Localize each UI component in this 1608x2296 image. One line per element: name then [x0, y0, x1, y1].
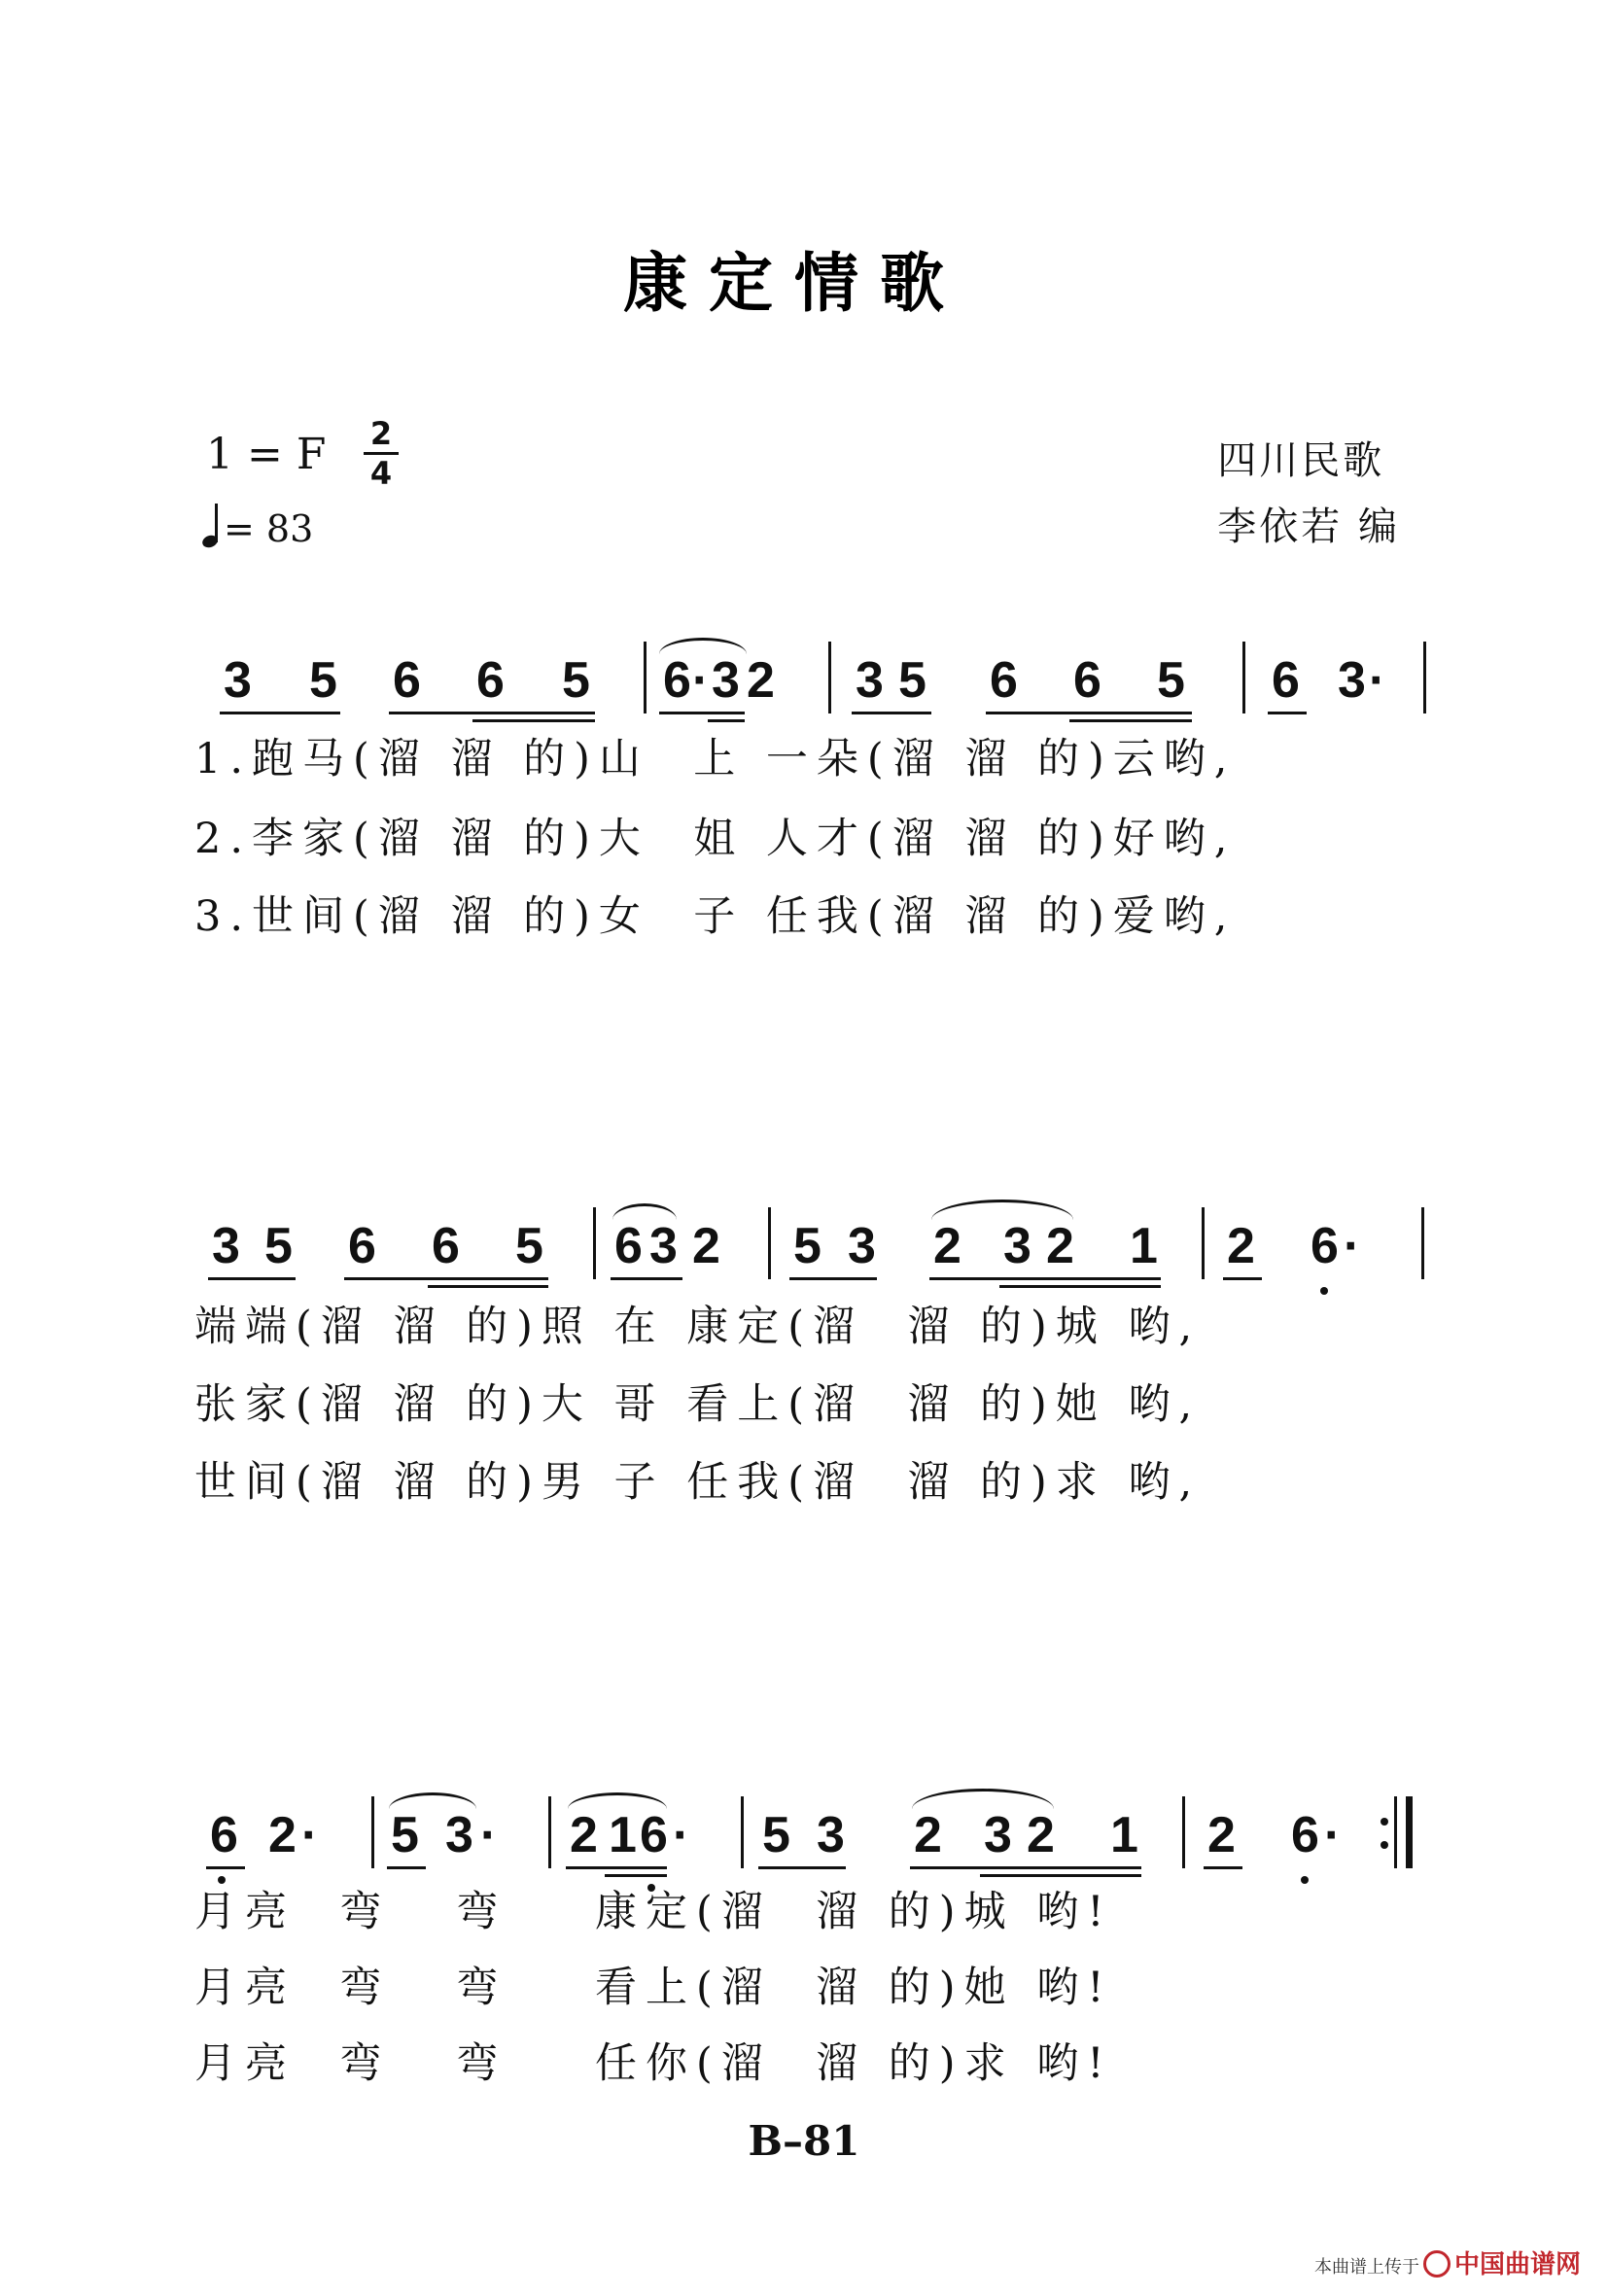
note: 6	[663, 652, 691, 709]
key-signature: 1 = F	[206, 430, 327, 479]
note: 3	[712, 652, 740, 709]
note: 2	[914, 1807, 942, 1863]
note: 2	[1227, 1218, 1255, 1274]
bar-line	[1182, 1796, 1185, 1868]
note-dot: ·	[1344, 1218, 1361, 1274]
lyric-line: 月亮 弯 弯 任你(溜 溜 的)求 哟!	[194, 2039, 1113, 2088]
lyric-line: 2.李家(溜 溜 的)大 姐 人才(溜 溜 的)好哟,	[194, 815, 1237, 863]
note: 5	[762, 1807, 790, 1863]
note: 3	[1003, 1218, 1031, 1274]
slur	[389, 1792, 476, 1809]
underline	[1204, 1866, 1242, 1869]
note: 5	[391, 1807, 419, 1863]
low-octave-dot	[1301, 1876, 1309, 1884]
bar-line	[1423, 642, 1426, 713]
song-title: 康定情歌	[623, 246, 965, 321]
song-arranger: 李依若 编	[1217, 504, 1400, 549]
underline	[980, 1874, 1141, 1877]
note: 3	[649, 1218, 678, 1274]
note: 3	[445, 1807, 473, 1863]
notation-row-2	[206, 1217, 1431, 1275]
note-dot: ·	[673, 1807, 690, 1863]
note-dot: ·	[692, 652, 710, 709]
time-signature	[364, 415, 399, 492]
note: 6	[990, 652, 1018, 709]
note: 5	[562, 652, 590, 709]
time-signature-bottom: 4	[369, 455, 393, 492]
note-dot: ·	[1324, 1807, 1342, 1863]
underline	[1223, 1277, 1262, 1280]
note: 1	[609, 1807, 637, 1863]
notation-row-3	[206, 1806, 1431, 1864]
underline	[758, 1866, 846, 1869]
repeat-dot	[1381, 1818, 1388, 1826]
underline	[611, 1277, 682, 1280]
note: 2	[268, 1807, 297, 1863]
lyric-line: 3.世间(溜 溜 的)女 子 任我(溜 溜 的)爱哟,	[194, 892, 1237, 941]
underline	[1268, 712, 1307, 714]
low-octave-dot	[218, 1876, 226, 1884]
underline	[789, 1277, 877, 1280]
note: 3	[856, 652, 884, 709]
lyric-line: 月亮 弯 弯 康定(溜 溜 的)城 哟!	[194, 1888, 1113, 1936]
note: 3	[212, 1218, 240, 1274]
tempo-value: = 83	[224, 507, 314, 550]
bar-line	[593, 1207, 596, 1279]
note: 1	[1130, 1218, 1158, 1274]
underline	[389, 712, 595, 714]
underline	[708, 719, 745, 722]
slur	[931, 1200, 1073, 1220]
note: 6	[432, 1218, 460, 1274]
footer-brand[interactable]: 中国曲谱网	[1453, 2250, 1581, 2279]
underline	[428, 1285, 548, 1288]
repeat-dot	[1381, 1841, 1388, 1849]
bar-line	[371, 1796, 374, 1868]
underline	[852, 712, 931, 714]
underline	[999, 1285, 1161, 1288]
note: 2	[747, 652, 775, 709]
tempo-marking	[202, 507, 313, 550]
bar-line	[1421, 1207, 1424, 1279]
note: 5	[264, 1218, 293, 1274]
note: 6	[1291, 1807, 1319, 1863]
site-logo-icon	[1423, 2250, 1451, 2278]
note: 3	[1338, 652, 1366, 709]
underline	[659, 712, 745, 714]
note: 5	[898, 652, 926, 709]
note: 6	[1073, 652, 1101, 709]
low-octave-dot	[1320, 1287, 1328, 1295]
underline	[986, 712, 1192, 714]
lyric-line: 端端(溜 溜 的)照 在 康定(溜 溜 的)城 哟,	[194, 1303, 1202, 1351]
note: 2	[933, 1218, 961, 1274]
lyric-line: 世间(溜 溜 的)男 子 任我(溜 溜 的)求 哟,	[194, 1458, 1202, 1507]
note-dot: ·	[301, 1807, 319, 1863]
bar-line	[548, 1796, 551, 1868]
underline	[929, 1277, 1161, 1280]
credits	[1217, 428, 1400, 560]
bar-line	[828, 642, 831, 713]
note: 2	[1207, 1807, 1236, 1863]
underline	[220, 712, 340, 714]
repeat-end-bar	[1406, 1796, 1413, 1868]
slur	[659, 638, 747, 654]
slur	[568, 1792, 667, 1809]
note: 3	[848, 1218, 876, 1274]
note-dot: ·	[1369, 652, 1386, 709]
slur	[612, 1203, 677, 1220]
bar-line	[1394, 1796, 1397, 1868]
underline	[206, 1866, 245, 1869]
note: 3	[817, 1807, 845, 1863]
note-dot: ·	[480, 1807, 498, 1863]
bar-line	[741, 1796, 744, 1868]
note: 5	[793, 1218, 821, 1274]
note: 6	[1272, 652, 1300, 709]
note: 6	[1311, 1218, 1339, 1274]
bar-line	[644, 642, 647, 713]
page-number: B–81	[748, 2117, 860, 2165]
underline	[344, 1277, 548, 1280]
note: 6	[348, 1218, 376, 1274]
note: 6	[476, 652, 505, 709]
note: 1	[1110, 1807, 1138, 1863]
note: 2	[1046, 1218, 1074, 1274]
note: 6	[640, 1807, 668, 1863]
lyric-line: 月亮 弯 弯 看上(溜 溜 的)她 哟!	[194, 1964, 1113, 2012]
underline	[1069, 719, 1192, 722]
song-origin: 四川民歌	[1217, 438, 1385, 483]
slur	[912, 1789, 1054, 1809]
note: 2	[570, 1807, 598, 1863]
note: 3	[224, 652, 252, 709]
note: 3	[984, 1807, 1012, 1863]
underline	[387, 1866, 426, 1869]
footer-watermark	[1314, 2244, 1581, 2280]
underline	[910, 1866, 1141, 1869]
note: 6	[614, 1218, 643, 1274]
bar-line	[1242, 642, 1245, 713]
note: 5	[309, 652, 337, 709]
time-signature-top: 2	[369, 415, 393, 452]
underline	[208, 1277, 296, 1280]
lyric-line: 1.跑马(溜 溜 的)山 上 一朵(溜 溜 的)云哟,	[194, 735, 1237, 783]
notation-row-1	[206, 651, 1431, 710]
bar-line	[1202, 1207, 1205, 1279]
bar-line	[768, 1207, 771, 1279]
underline	[472, 719, 595, 722]
note: 2	[1027, 1807, 1055, 1863]
note: 6	[210, 1807, 238, 1863]
quarter-note-icon	[202, 508, 224, 547]
note: 5	[1157, 652, 1185, 709]
underline	[605, 1874, 667, 1877]
lyric-line: 张家(溜 溜 的)大 哥 看上(溜 溜 的)她 哟,	[194, 1380, 1202, 1429]
note: 6	[393, 652, 421, 709]
underline	[566, 1866, 667, 1869]
note: 2	[692, 1218, 720, 1274]
footer-text: 本曲谱上传于	[1313, 2257, 1419, 2278]
note: 5	[515, 1218, 543, 1274]
